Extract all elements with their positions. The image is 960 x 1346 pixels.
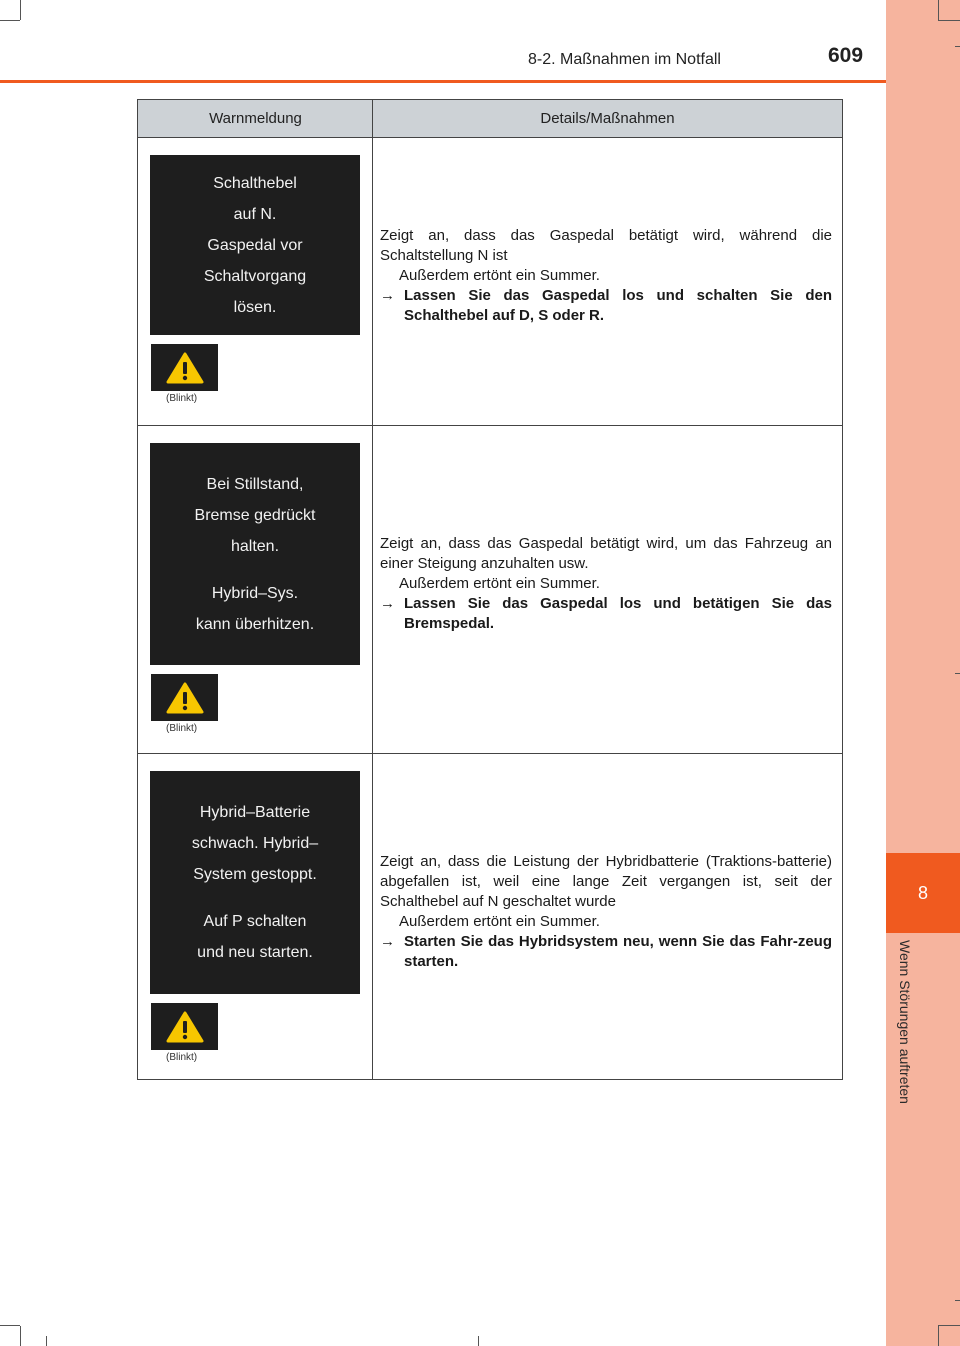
detail-text: Zeigt an, dass die Leistung der Hybridbatterie (Traktions-batterie) abgefallen ist, weil eine lange Zeit vergangen ist, seit der Schalthebel auf N geschaltet wurde Außerdem ertönt ein Summer. → Starten Sie das Hybridsystem neu, wenn Sie das Fahr-zeug starten. <box>380 853 832 970</box>
warning-table <box>137 99 843 1080</box>
chapter-tab: 8 <box>886 853 960 933</box>
detail-text: Zeigt an, dass das Gaspedal betätigt wird, um das Fahrzeug an einer Steigung anzuhalten usw. Außerdem ertönt ein Summer. → Lassen Sie das Gaspedal los und betätigen Sie das Bremspedal. <box>380 535 832 632</box>
warning-light <box>151 344 218 391</box>
blink-label: (Blinkt) <box>166 393 198 404</box>
warning-triangle-icon <box>166 1011 204 1043</box>
warning-triangle-icon <box>166 352 204 384</box>
warning-light <box>151 674 218 721</box>
detail-text: Zeigt an, dass das Gaspedal betätigt wird, während die Schaltstellung N ist Außerdem ertönt ein Summer. → Lassen Sie das Gaspedal los und schalten Sie den Schalthebel auf D, S oder R. <box>380 227 832 324</box>
column-header-warnmeldung: Warnmeldung <box>138 100 373 138</box>
warning-triangle-icon <box>166 682 204 714</box>
warning-display: Schalthebel auf N. Gaspedal vor Schaltvorgang lösen. <box>150 155 360 335</box>
page-number: 609 <box>828 44 864 67</box>
column-header-details: Details/Maßnahmen <box>373 100 842 138</box>
action-instruction: → Starten Sie das Hybridsystem neu, wenn Sie das Fahr-zeug starten. <box>380 933 832 970</box>
section-title: 8-2. Maßnahmen im Notfall <box>528 51 721 68</box>
warning-light <box>151 1003 218 1050</box>
warning-display: Bei Stillstand, Bremse gedrückt halten. Hybrid–Sys. kann überhitzen. <box>150 443 360 665</box>
blink-label: (Blinkt) <box>166 723 198 734</box>
chapter-title: Wenn Störungen auftreten <box>897 940 913 1104</box>
action-instruction: → Lassen Sie das Gaspedal los und betätigen Sie das Bremspedal. <box>380 595 832 632</box>
blink-label: (Blinkt) <box>166 1052 198 1063</box>
header-rule <box>0 80 886 83</box>
action-instruction: → Lassen Sie das Gaspedal los und schalten Sie den Schalthebel auf D, S oder R. <box>380 287 832 324</box>
warning-display: Hybrid–Batterie schwach. Hybrid– System gestoppt. Auf P schalten und neu starten. <box>150 771 360 994</box>
